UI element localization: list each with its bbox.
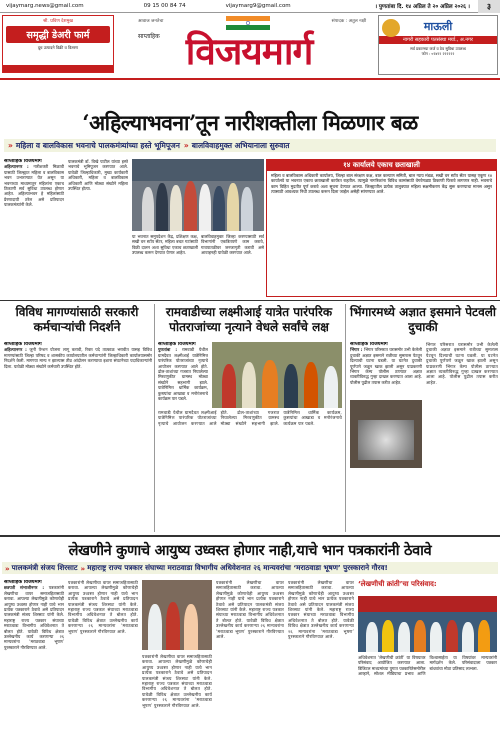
lead-sidebox <box>266 159 497 297</box>
left-ad <box>2 15 114 73</box>
story5-text-cont2: पत्रकारांनी लेखणीचा वापर समाजहितासाठी करावा. आपल्या लेखणीमुळे कोणाचेही आयुष्य उध्वस्त होणार नाही याचे भान प्रत्येक पत्रकाराने ठेवावे असे प्रतिपादन पालकमंत्री संजय शिरसाट यांनी केले. महाराष्ट्र राज्य पत्रकार संघाच्या मराठवाडा विभागीय अधिवेशनात ते बोलत होते. यावेळी विविध क्षेत्रात उल्लेखनीय कार्य करणाऱ्या २६ मान्यवरांना ‘मराठवाडा भूषण’ पुरस्काराने गौरविण्यात आले. <box>142 654 212 708</box>
lead-body-4: बालविवाहमुक्त जिल्हा करण्यासाठी सर्व विभागांनी एकत्रितपणे काम करावे, गावपातळीवर जनजागृती करावी असे आवाहनही यावेळी करण्यात आले. <box>201 234 264 256</box>
lead-sidebox-head: १४ कार्यालये एकाच छताखाली <box>267 160 496 171</box>
story5-column-4 <box>216 580 284 730</box>
story3-photo <box>212 342 342 408</box>
left-ad-bar <box>3 65 113 72</box>
section-rule <box>0 535 500 537</box>
weekly-label: साप्ताहिक <box>138 33 160 40</box>
column-divider <box>345 304 346 532</box>
lead-subhead-left: महिला व बालविकास भवनाचे पालकमंत्र्यांच्या हस्ते भूमिपूजन <box>15 140 180 150</box>
story4-photo <box>350 400 422 468</box>
story5-strap <box>2 562 498 574</box>
story5-strap-right: महाराष्ट्र राज्य पत्रकार संघाच्या मराठवाडा विभागीय अधिवेशनात २६ मान्यवरांचा ‘मराठवाडा भूषण’ पुरस्काराने गौरव! <box>87 563 388 572</box>
masthead-rule <box>0 78 500 80</box>
right-ad <box>378 15 498 75</box>
newspaper-title: विजयमार्ग <box>185 29 313 73</box>
page-number: ३ <box>478 0 500 13</box>
left-ad-top: श्री. प्रविण देशमुख <box>43 19 73 24</box>
right-ad-line: नागरी सहकारी पतसंस्था मर्या., अ.नगर <box>379 36 497 44</box>
story4-place: भिंगार : <box>350 347 363 353</box>
story4-body-cont <box>426 342 498 532</box>
story2-byline: साप्ताहिक विजयमार्ग <box>4 342 42 347</box>
lead-sidebox-body: महिला व बालविकास अधिकारी कार्यालय, जिल्हा बाल संरक्षण कक्ष, बाल कल्याण समिती, बाल न्याय मंडळ, सखी वन स्टॉप सेंटर यासह एकूण १४ कार्यालये या भवनात एकाच छताखाली कार्यरत राहतील. त्यामुळे नागरिकांना विविध कामांसाठी वेगवेगळ्या ठिकाणी फिरावे लागणार नाही. भवनाचे काम विहित मुदतीत पूर्ण करावे अशा सूचना देण्यात आल्या. जिल्ह्यातील प्रत्येक तालुक्यात महिला सक्षमीकरण केंद्र सुरू करण्याचा मानस असून त्यासाठी आवश्यक निधी उपलब्ध करून दिला जाईल असेही सांगण्यात आले. <box>271 173 492 195</box>
story3-body <box>158 342 208 406</box>
story3-text-cont: रामवाडी येथील ग्रामदैवत लक्ष्मीआई यात्रेनिमित्त पारंपरिक पोतराजांच्या नृत्याचे आयोजन करण्यात आले होते. ढोल-ताशांच्या गजरात निघालेल्या मिरवणुकीत ग्रामस्थ मोठ्या संख्येने सहभागी झाले. यात्रेनिमित्त धार्मिक कार्यक्रम, कुस्त्यांचा आखाडा व मनोरंजनाचे कार्यक्रम पार पडले. <box>158 410 342 426</box>
story5-column-1 <box>4 580 64 730</box>
email-text: vijaymarg.news@gmail.com <box>6 3 84 9</box>
lead-subhead-right: बालविवाहमुक्त अभियानाला सुरुवात <box>191 140 290 150</box>
story3-byline: साप्ताहिक विजयमार्ग <box>158 342 196 347</box>
lead-headline: ‘अहिल्याभवना’तून नारीशक्तीला मिळणार बळ <box>82 110 418 135</box>
lead-column-4 <box>201 234 264 296</box>
lead-subhead <box>4 139 496 152</box>
double-chevron-icon: » <box>80 563 86 573</box>
story2-place: अहिल्यानगर : <box>4 347 27 353</box>
lead-column-2 <box>68 159 128 319</box>
story5-text: पत्रकारांनी लेखणीचा वापर समाजहितासाठी करावा. आपल्या लेखणीमुळे कोणाचेही आयुष्य उध्वस्त होणार नाही याचे भान प्रत्येक पत्रकाराने ठेवावे असे प्रतिपादन पालकमंत्री संजय शिरसाट यांनी केले. महाराष्ट्र राज्य पत्रकार संघाच्या मराठवाडा विभागीय अधिवेशनात ते बोलत होते. यावेळी विविध क्षेत्रात उल्लेखनीय कार्य करणाऱ्या २६ मान्यवरांना ‘मराठवाडा भूषण’ पुरस्काराने गौरविण्यात आले. <box>4 585 64 650</box>
story2-text: जुनी पेन्शन योजना लागू करावी, रिक्त पदे तात्काळ भरावीत यासह विविध मागण्यांसाठी जिल्हा परिषद व शासकीय कार्यालयातील कर्मचाऱ्यांनी जिल्हाधिकारी कार्यालयासमोर निदर्शने केली. मागण्या मान्य न झाल्यास तीव्र आंदोलन करण्याचा इशारा संघटनेच्या पदाधिकाऱ्यांनी दिला. यावेळी मोठ्या संख्येने कर्मचारी उपस्थित होते. <box>4 347 152 369</box>
story3-body-cont <box>158 410 342 532</box>
contact-strip <box>0 0 500 13</box>
right-ad-sub: सर्व प्रकारच्या कर्ज व ठेव सुविधा उपलब्ध <box>410 46 466 51</box>
double-chevron-icon: » <box>183 141 189 150</box>
story4-byline: साप्ताहिक विजयमार्ग <box>350 342 388 347</box>
story5-photo-1 <box>142 580 212 650</box>
column-divider <box>154 304 155 532</box>
lead-body-2: पालकमंत्री डॉ. विखे पाटील यांच्या हस्ते भवनाचे भूमिपूजन करण्यात आले. यावेळी जिल्हाधिकारी, मुख्य कार्यकारी अधिकारी, महिला व बालविकास अधिकारी आणि मोठ्या संख्येने महिला उपस्थित होत्या. <box>68 159 128 192</box>
story5-text-cont: पत्रकारांनी लेखणीचा वापर समाजहितासाठी करावा. आपल्या लेखणीमुळे कोणाचेही आयुष्य उध्वस्त होणार नाही याचे भान प्रत्येक पत्रकाराने ठेवावे असे प्रतिपादन पालकमंत्री संजय शिरसाट यांनी केले. महाराष्ट्र राज्य पत्रकार संघाच्या मराठवाडा विभागीय अधिवेशनात ते बोलत होते. यावेळी विविध क्षेत्रात उल्लेखनीय कार्य करणाऱ्या २६ मान्यवरांना ‘मराठवाडा भूषण’ पुरस्काराने गौरविण्यात आले. <box>68 580 138 634</box>
lead-place: अहिल्यानगर : <box>4 164 29 170</box>
story4-headline: भिंगारमध्ये अज्ञात इसमाने पेटवली दुचाकी <box>349 305 497 334</box>
story2-headline: विविध मागण्यांसाठी सरकारी कर्मचाऱ्यांची निदर्शने <box>15 305 139 334</box>
lead-column-1 <box>4 159 64 319</box>
right-ad-tel: फोन : ०२४२२ २२२२२२ <box>421 51 455 56</box>
double-chevron-icon: » <box>5 563 10 573</box>
story5-headline: लेखणीने कुणाचे आयुष्य उध्वस्त होणार नाही,याचे भान पत्रकारांनी ठेवावे <box>68 542 432 559</box>
story5-text-cont4: पत्रकारांनी लेखणीचा वापर समाजहितासाठी करावा. आपल्या लेखणीमुळे कोणाचेही आयुष्य उध्वस्त होणार नाही याचे भान प्रत्येक पत्रकाराने ठेवावे असे प्रतिपादन पालकमंत्री संजय शिरसाट यांनी केले. महाराष्ट्र राज्य पत्रकार संघाच्या मराठवाडा विभागीय अधिवेशनात ते बोलत होते. यावेळी विविध क्षेत्रात उल्लेखनीय कार्य करणाऱ्या २६ मान्यवरांना ‘मराठवाडा भूषण’ पुरस्काराने गौरविण्यात आले. <box>288 580 354 640</box>
story5-strap-left: पालकमंत्री संजय शिरसाट <box>11 563 78 572</box>
lead-photo <box>132 159 264 231</box>
story3-headline: रामवाडीच्या लक्ष्मीआई यात्रेत पारंपरिक पोतराजांच्या नृत्याने वेधले सर्वांचे लक्ष <box>165 305 333 334</box>
email2-text: vijaymarg9@gmail.com <box>225 3 291 9</box>
story5-column-5 <box>288 580 354 730</box>
story5-side-text: अधिवेशनात ‘लेखणीची क्रांती’ या विषयावर परिसंवाद आयोजित करण्यात आला. डिजिटल माध्यमांच्या युगात पत्रकारितेसमोरील आव्हाने, सोशल मीडियाचा प्रभाव आणि विश्वासार्हता या विषयांवर मान्यवरांनी मार्गदर्शन केले. परिसंवादाला पत्रकार बांधवांचा मोठा प्रतिसाद लाभला. <box>358 655 497 677</box>
editor-line: संपादक : अतुल नक्षी <box>331 19 366 24</box>
left-ad-sub: दूध उत्पादने विक्री व वितरण <box>37 45 79 50</box>
tagline: आवाज जनतेचा <box>138 19 164 24</box>
section-rule <box>0 300 500 301</box>
story3-place: पुणतांबा : <box>158 347 178 353</box>
issue-date: । पुणतांबा दि. १४ अप्रिल ते २० अप्रिल २०२६ । <box>374 4 470 10</box>
right-ad-title: माऊली <box>379 16 497 34</box>
right-ad-logo <box>382 19 400 37</box>
lead-body-1: नारीशक्ती मिळावी यासाठी जिल्ह्यात महिला व बालविकास भवन उभारण्यात येत असून या भवनाच्या माध्यमातून महिलांना एकाच ठिकाणी सर्व सुविधा उपलब्ध होणार आहेत. अहिल्याभवन हे महिलांसाठी प्रेरणादायी ठरेल असे प्रतिपादन पालकमंत्र्यांनी केले. <box>4 164 64 208</box>
phone-text: 09 15 00 84 74 <box>143 3 186 9</box>
left-ad-name: समृद्धी डेअरी फार्म <box>6 26 110 43</box>
story5-photo-2 <box>358 596 497 652</box>
story4-text: भिंगार परिसरात घरासमोर उभी केलेली दुचाकी अज्ञात इसमाने रात्रीच्या सुमारास पेटवून दिल्याची घटना घडली. या घटनेत दुचाकी पूर्णपणे जळून खाक झाली असून याप्रकरणी भिंगार कॅम्प पोलीस ठाण्यात अज्ञात व्यक्तीविरुद्ध गुन्हा दाखल करण्यात आला आहे. पोलीस पुढील तपास करीत आहेत. <box>350 347 422 385</box>
lead-column-3 <box>132 234 198 296</box>
story5-side-body <box>358 655 497 730</box>
story5-byline: साप्ताहिक विजयमार्ग <box>4 580 42 585</box>
double-chevron-icon: » <box>8 141 13 150</box>
story5-column-2 <box>68 580 138 730</box>
story2-body <box>4 342 152 532</box>
story5-place: छत्रपती संभाजीनगर : <box>4 585 45 591</box>
flag-icon <box>226 16 270 30</box>
masthead <box>118 15 376 75</box>
story4-text-cont: भिंगार परिसरात घरासमोर उभी केलेली दुचाकी अज्ञात इसमाने रात्रीच्या सुमारास पेटवून दिल्याची घटना घडली. या घटनेत दुचाकी पूर्णपणे जळून खाक झाली असून याप्रकरणी भिंगार कॅम्प पोलीस ठाण्यात अज्ञात व्यक्तीविरुद्ध गुन्हा दाखल करण्यात आला आहे. पोलीस पुढील तपास करीत आहेत. <box>426 342 498 385</box>
story5-side-head: ‘लेखणीची क्रांती’चा परिसंवाद: <box>358 580 437 588</box>
lead-byline: साप्ताहिक विजयमार्ग <box>4 159 42 164</box>
lead-body-3: या भवनात समुपदेशन केंद्र, प्रशिक्षण कक्ष, सखी वन स्टॉप सेंटर, महिला बचत गटांसाठी विक्री दालन अशा सुविधा एकाच छताखाली उपलब्ध करून देण्यात येणार आहेत. <box>132 234 198 256</box>
story3-text: रामवाडी येथील ग्रामदैवत लक्ष्मीआई यात्रेनिमित्त पारंपरिक पोतराजांच्या नृत्याचे आयोजन करण्यात आले होते. ढोल-ताशांच्या गजरात निघालेल्या मिरवणुकीत ग्रामस्थ मोठ्या संख्येने सहभागी झाले. यात्रेनिमित्त धार्मिक कार्यक्रम, कुस्त्यांचा आखाडा व मनोरंजनाचे कार्यक्रम पार पडले. <box>158 347 208 402</box>
story5-text-cont3: पत्रकारांनी लेखणीचा वापर समाजहितासाठी करावा. आपल्या लेखणीमुळे कोणाचेही आयुष्य उध्वस्त होणार नाही याचे भान प्रत्येक पत्रकाराने ठेवावे असे प्रतिपादन पालकमंत्री संजय शिरसाट यांनी केले. महाराष्ट्र राज्य पत्रकार संघाच्या मराठवाडा विभागीय अधिवेशनात ते बोलत होते. यावेळी विविध क्षेत्रात उल्लेखनीय कार्य करणाऱ्या २६ मान्यवरांना ‘मराठवाडा भूषण’ पुरस्काराने गौरविण्यात आले. <box>216 580 284 640</box>
story5-column-3 <box>142 654 212 730</box>
